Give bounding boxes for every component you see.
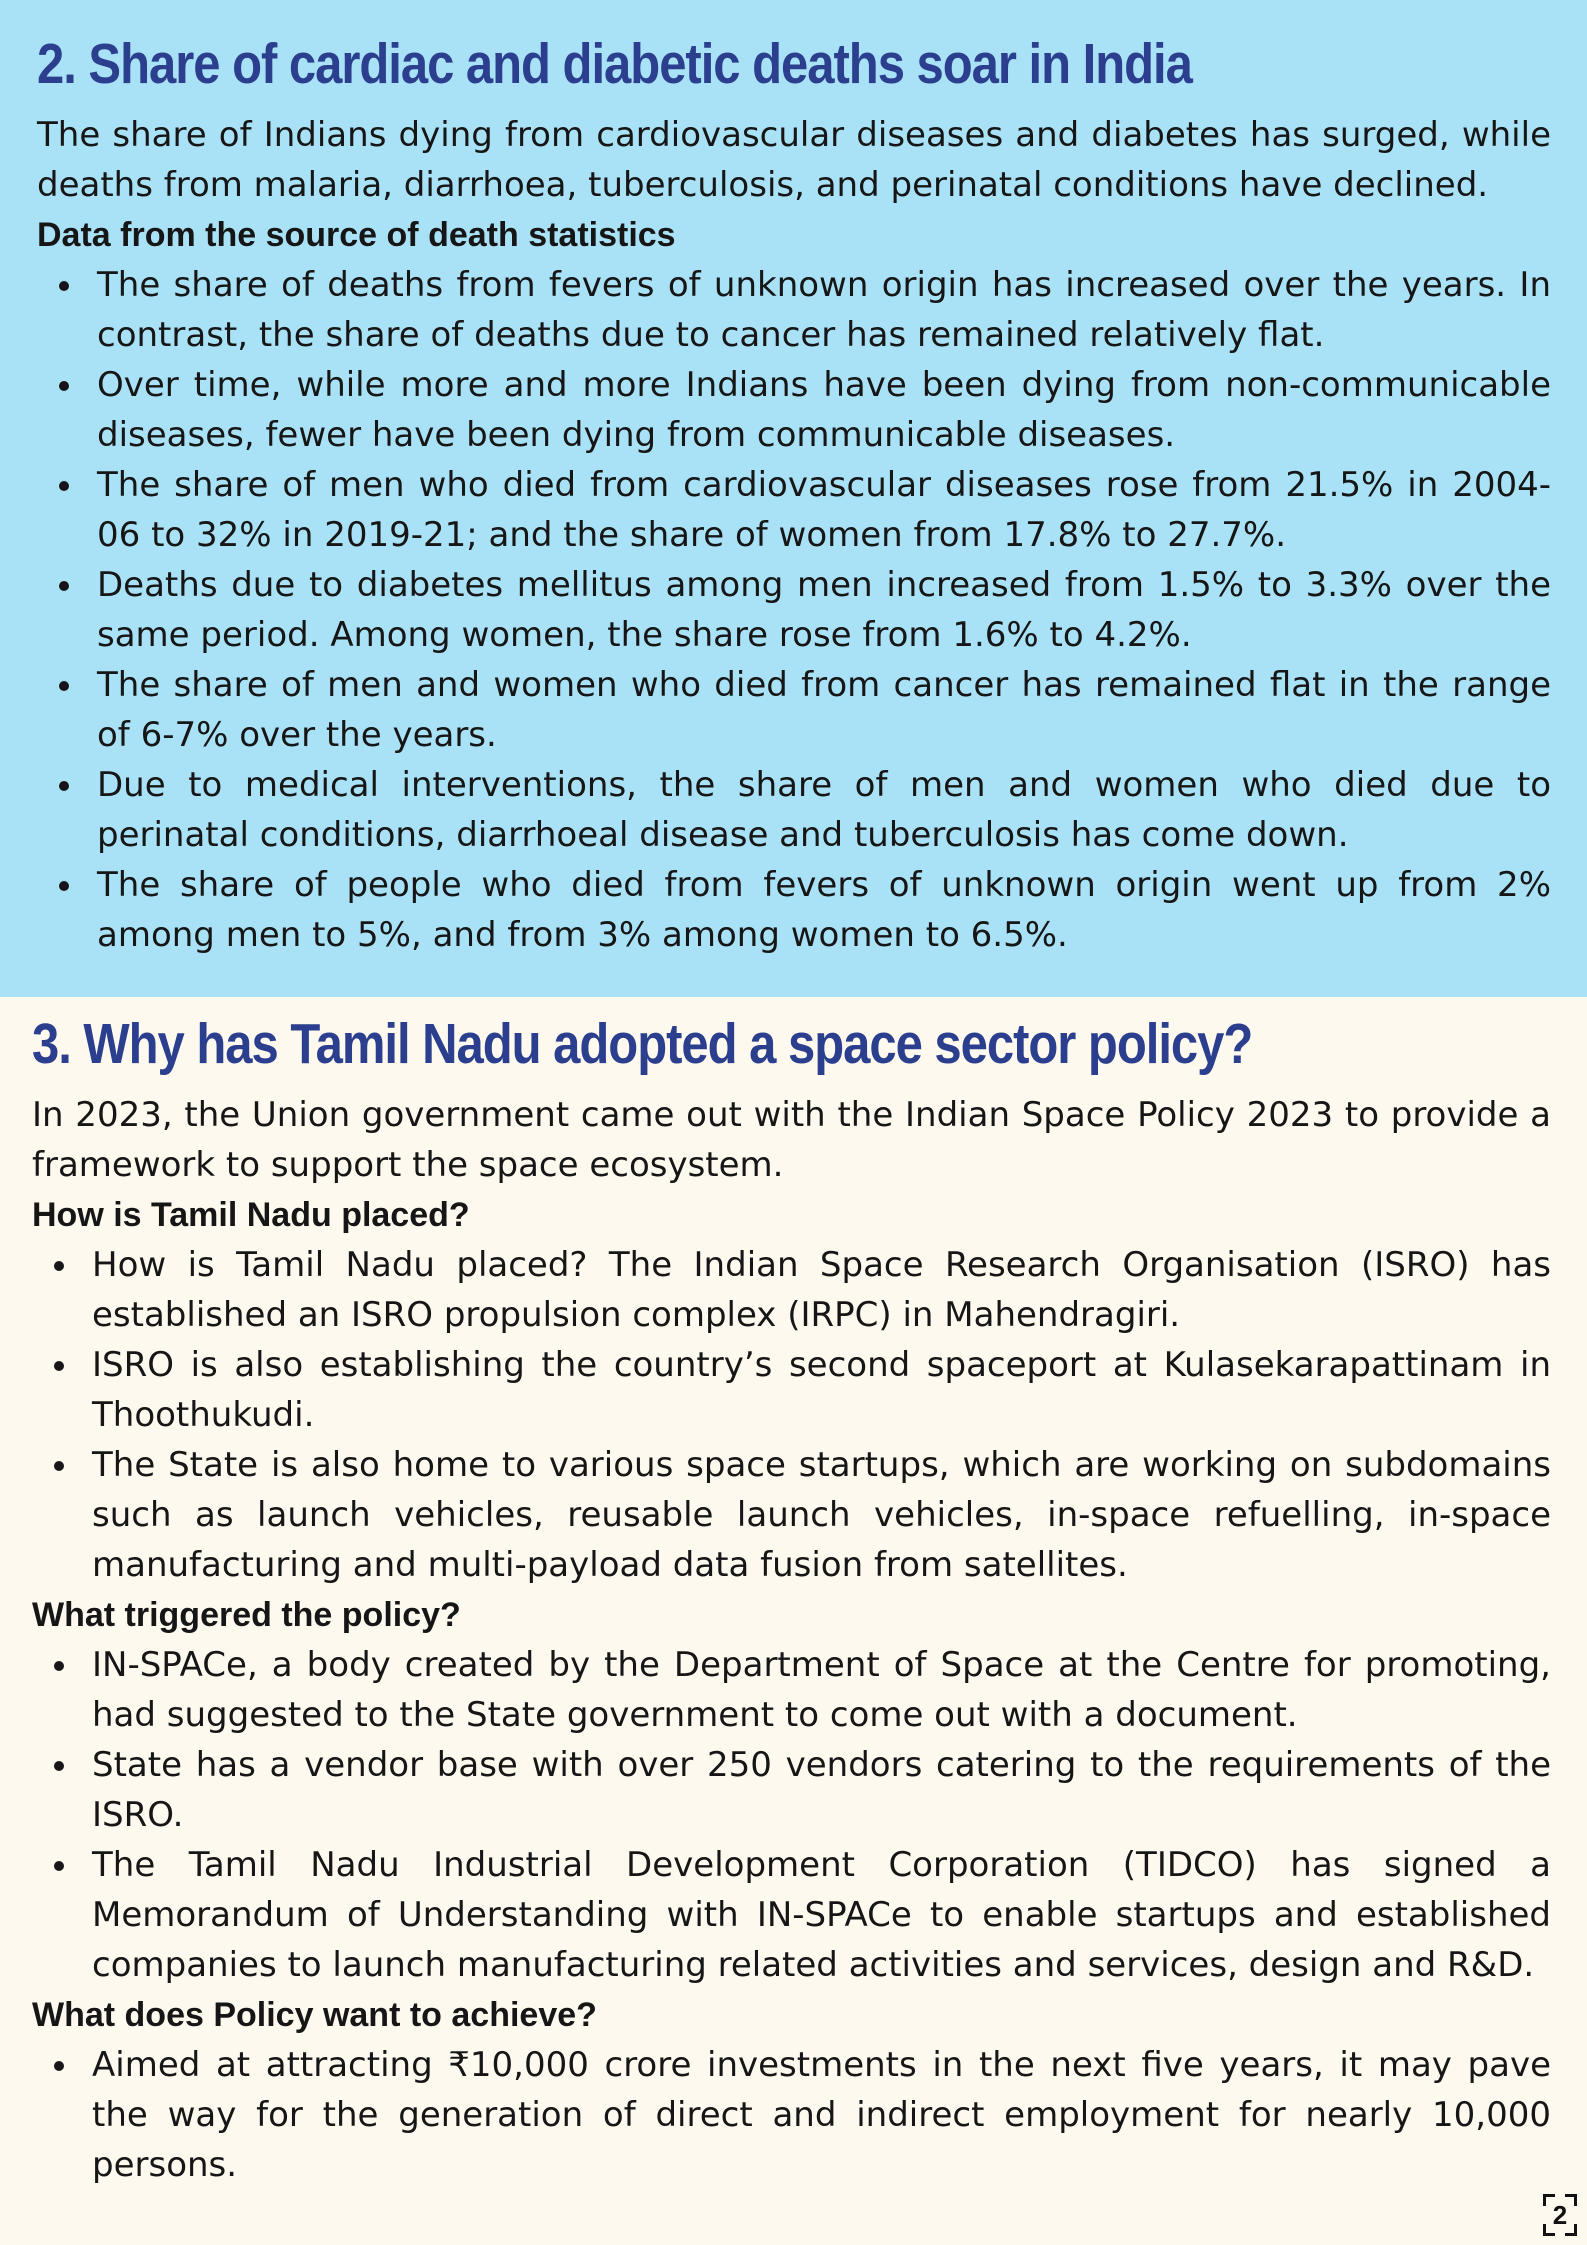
section-3-subheading-goals: What does Policy want to achieve? bbox=[32, 1996, 597, 2034]
section-3-bullet-list-placement bbox=[32, 1240, 1551, 1590]
list-item: ISRO is also establishing the country’s second spaceport at Kulasekarapattinam in Thoothukudi. bbox=[32, 1340, 1551, 1440]
list-item: IN-SPACe, a body created by the Department of Space at the Centre for promoting, had suggested to the State government to come out with a document. bbox=[32, 1640, 1551, 1740]
list-item: Due to medical interventions, the share of men and women who died due to perinatal conditions, diarrhoeal disease and tuberculosis has come down. bbox=[37, 760, 1551, 860]
list-item: The share of deaths from fevers of unknown origin has increased over the years. In contrast, the share of deaths due to cancer has remained relatively flat. bbox=[37, 260, 1551, 360]
section-3-bullet-list-trigger bbox=[32, 1640, 1551, 1990]
page-number: 2 bbox=[1552, 2200, 1568, 2230]
list-item: How is Tamil Nadu placed? The Indian Space Research Organisation (ISRO) has established an ISRO propulsion complex (IRPC) in Mahendragiri. bbox=[32, 1240, 1551, 1340]
list-item: Over time, while more and more Indians have been dying from non-communicable diseases, fewer have been dying from communicable diseases. bbox=[37, 360, 1551, 460]
section-2-intro: The share of Indians dying from cardiovascular diseases and diabetes has surged, while deaths from malaria, diarrhoea, tuberculosis, and perinatal conditions have declined. bbox=[37, 115, 1551, 205]
list-item: The State is also home to various space startups, which are working on subdomains such as launch vehicles, reusable launch vehicles, in-space refuelling, in-space manufacturing and multi-payload data fusion from satellites. bbox=[32, 1440, 1551, 1590]
section-3-bullet-list-goals bbox=[32, 2040, 1551, 2190]
section-3-subheading-trigger: What triggered the policy? bbox=[32, 1596, 461, 1634]
list-item: The share of men who died from cardiovascular diseases rose from 21.5% in 2004-06 to 32% in 2019-21; and the share of women from 17.8% to 27.7%. bbox=[37, 460, 1551, 560]
section-3-subheading-placement: How is Tamil Nadu placed? bbox=[32, 1196, 470, 1234]
section-2-bullet-list bbox=[37, 260, 1551, 960]
list-item: State has a vendor base with over 250 vendors catering to the requirements of the ISRO. bbox=[32, 1740, 1551, 1840]
list-item: Deaths due to diabetes mellitus among men increased from 1.5% to 3.3% over the same period. Among women, the share rose from 1.6% to 4.2%. bbox=[37, 560, 1551, 660]
page-number-badge bbox=[1543, 2194, 1577, 2236]
list-item: The share of people who died from fevers of unknown origin went up from 2% among men to 5%, and from 3% among women to 6.5%. bbox=[37, 860, 1551, 960]
list-item: Aimed at attracting ₹10,000 crore investments in the next five years, it may pave the way for the generation of direct and indirect employment for nearly 10,000 persons. bbox=[32, 2040, 1551, 2190]
list-item: The share of men and women who died from cancer has remained flat in the range of 6-7% over the years. bbox=[37, 660, 1551, 760]
section-3-intro: In 2023, the Union government came out with the Indian Space Policy 2023 to provide a framework to support the space ecosystem. bbox=[32, 1095, 1551, 1185]
section-2-subheading: Data from the source of death statistics bbox=[37, 216, 676, 254]
list-item: The Tamil Nadu Industrial Development Corporation (TIDCO) has signed a Memorandum of Understanding with IN-SPACe to enable startups and established companies to launch manufacturing related activities and services, design and R&D. bbox=[32, 1840, 1551, 1990]
section-3-title: 3. Why has Tamil Nadu adopted a space sector policy? bbox=[32, 1012, 1253, 1076]
section-2-title: 2. Share of cardiac and diabetic deaths soar in India bbox=[37, 32, 1192, 96]
